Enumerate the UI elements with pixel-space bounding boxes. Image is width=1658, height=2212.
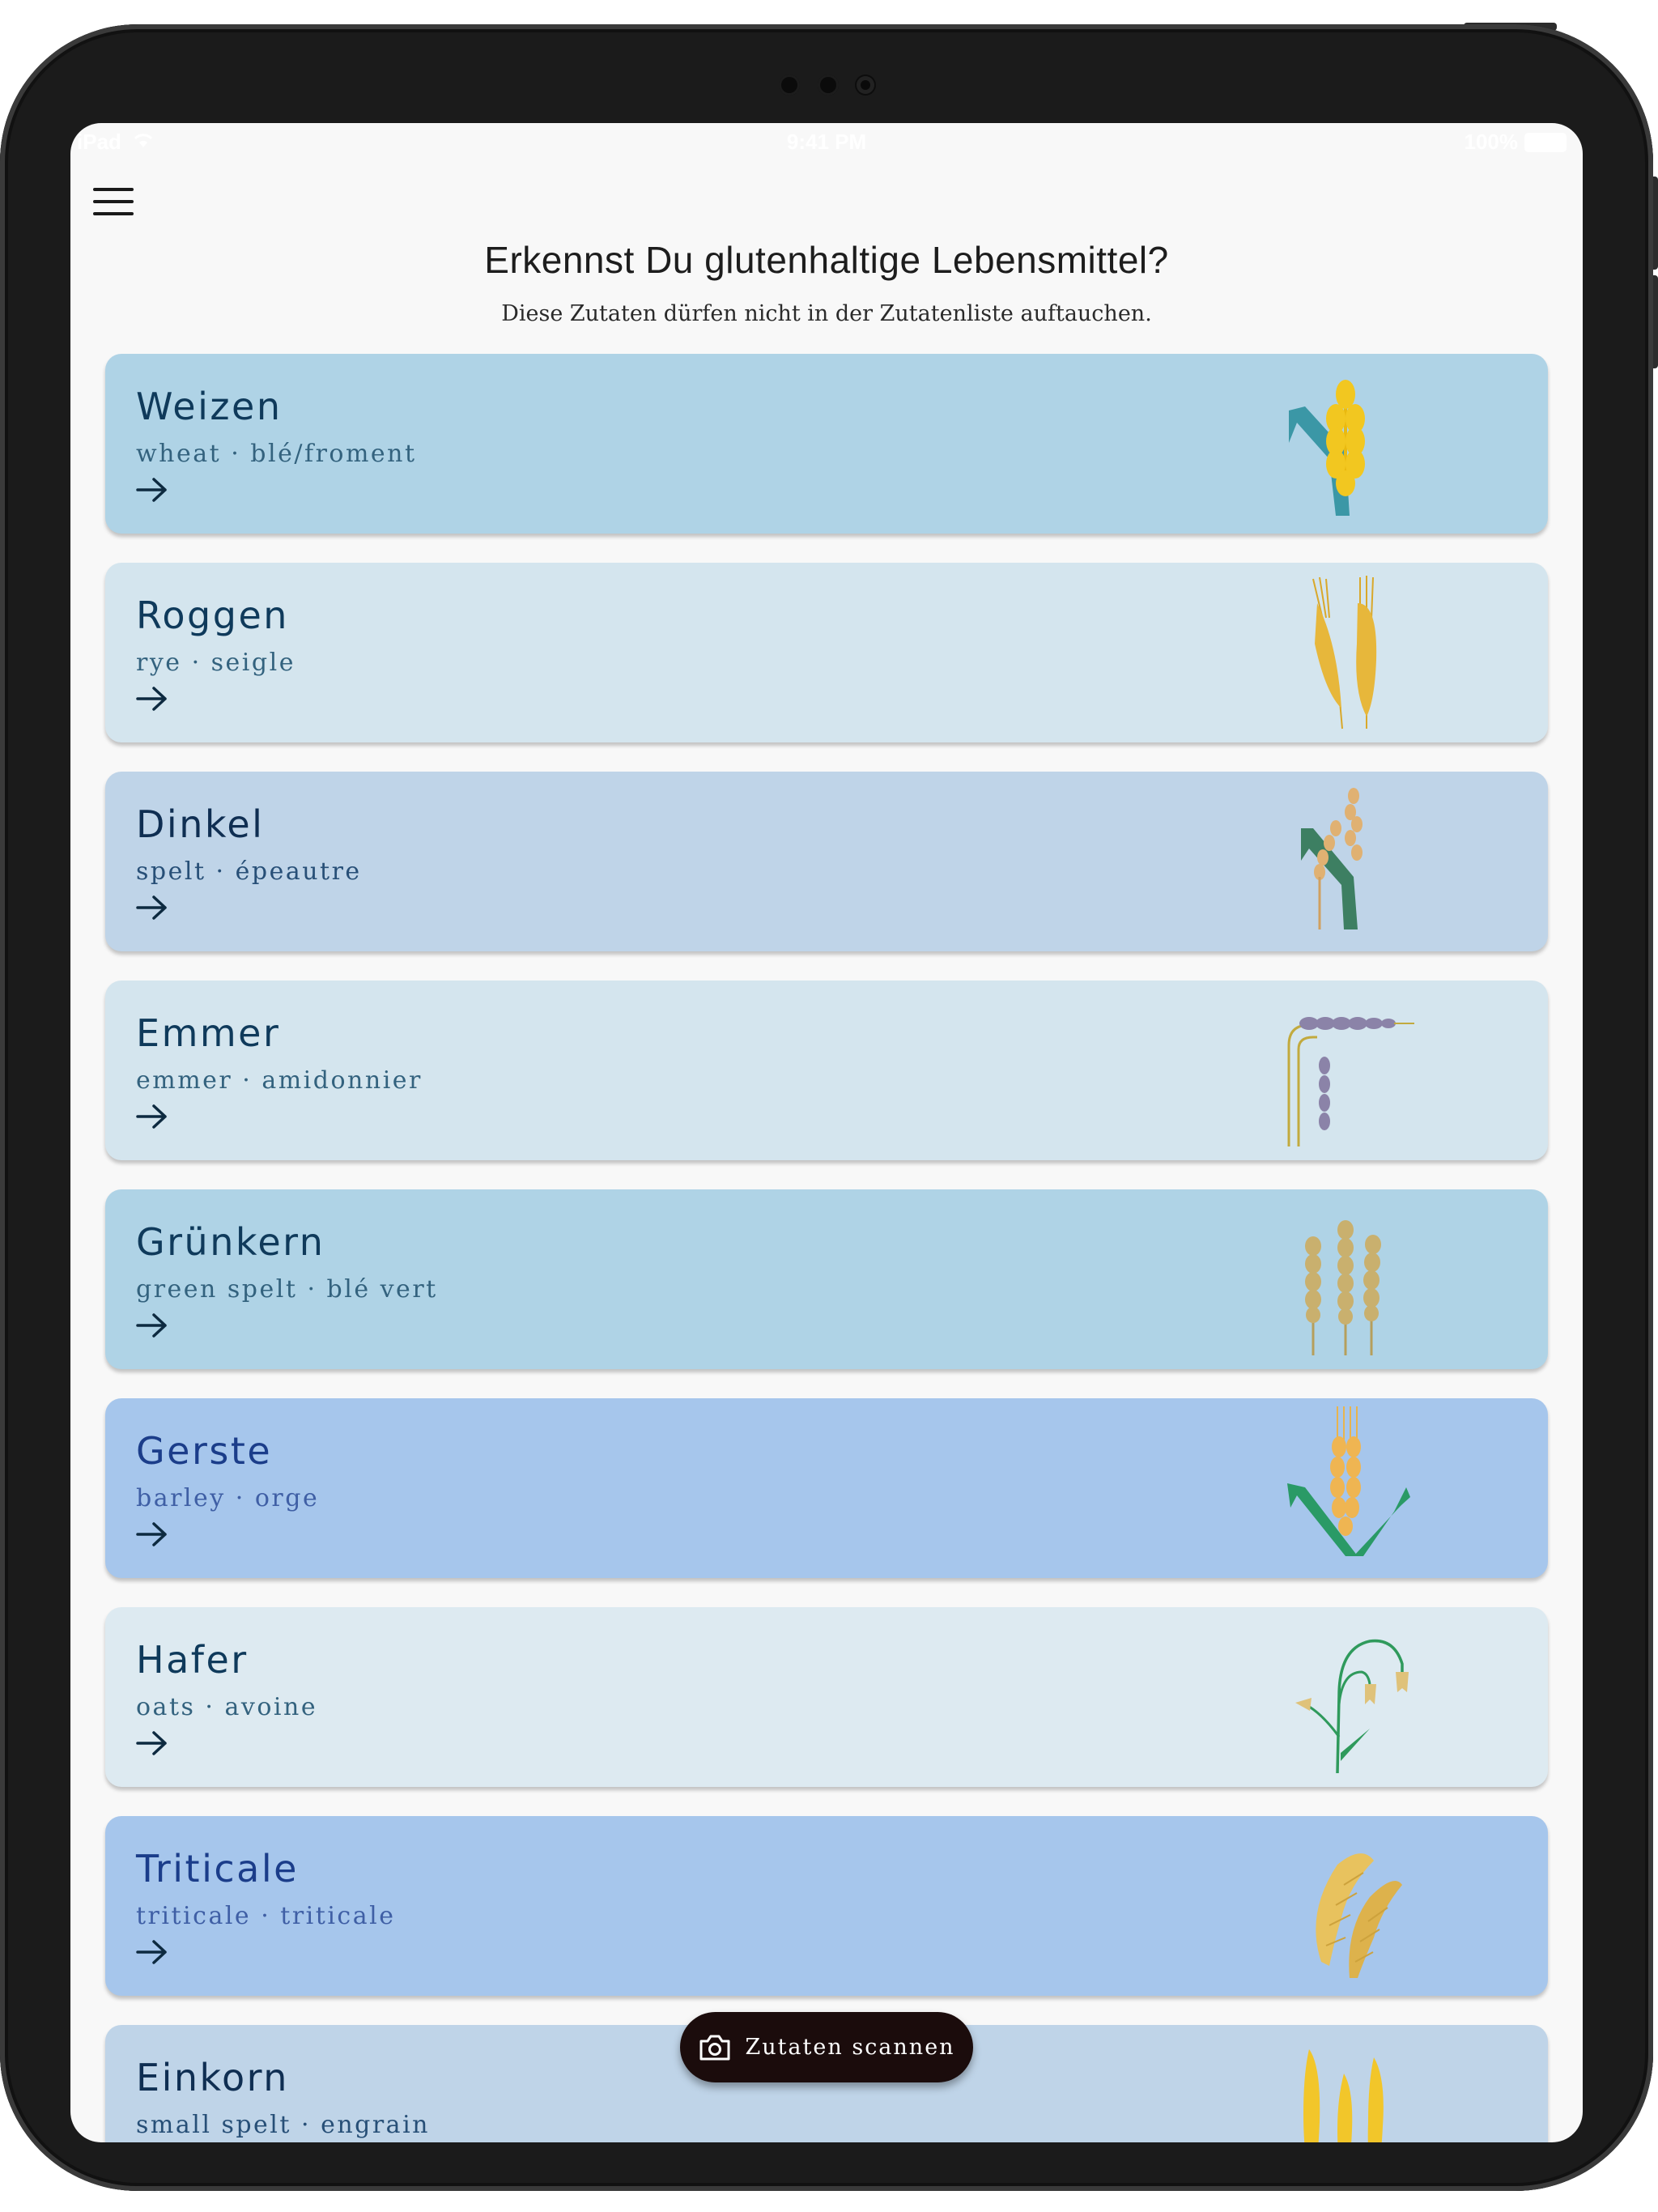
emmer-icon — [1273, 989, 1418, 1151]
grain-translations: emmer · amidonnier — [136, 1066, 423, 1095]
grain-translations: barley · orge — [136, 1484, 320, 1512]
grain-card[interactable] — [105, 772, 1548, 951]
einkorn-icon — [1273, 2033, 1418, 2142]
scan-ingredients-button[interactable] — [680, 2012, 973, 2082]
arrow-right-icon — [134, 893, 170, 922]
grain-card[interactable] — [105, 354, 1548, 534]
grain-card[interactable] — [105, 1398, 1548, 1578]
grain-name: Einkorn — [136, 2056, 289, 2099]
app-screen — [70, 123, 1583, 2142]
page-subtitle: Diese Zutaten dürfen nicht in der Zutatenliste auftauchen. — [501, 301, 1152, 326]
green-spelt-icon — [1273, 1197, 1418, 1359]
grain-card[interactable] — [105, 1816, 1548, 1996]
page-title: Erkennst Du glutenhaltige Lebensmittel? — [484, 239, 1169, 281]
grain-name: Gerste — [136, 1429, 273, 1473]
device-label: iPad — [77, 130, 121, 154]
arrow-right-icon — [134, 1938, 170, 1967]
grain-name: Weizen — [136, 385, 283, 428]
battery-icon — [1524, 133, 1567, 152]
grain-card[interactable] — [105, 563, 1548, 742]
front-camera — [779, 74, 874, 96]
scan-button-label: Zutaten scannen — [745, 2035, 955, 2060]
rye-icon — [1273, 571, 1418, 733]
grain-translations: wheat · blé/froment — [136, 440, 417, 468]
arrow-right-icon — [134, 1729, 170, 1758]
grain-card[interactable] — [105, 1607, 1548, 1787]
grain-name: Hafer — [136, 1638, 249, 1682]
grain-name: Emmer — [136, 1011, 281, 1055]
grain-card[interactable] — [105, 1189, 1548, 1369]
battery-percent: 100% — [1464, 130, 1518, 154]
grain-translations: small spelt · engrain — [136, 2111, 430, 2139]
hamburger-icon — [93, 188, 134, 191]
grain-translations: rye · seigle — [136, 649, 295, 677]
oats-icon — [1273, 1615, 1418, 1777]
grain-translations: triticale · triticale — [136, 1902, 396, 1930]
menu-button[interactable] — [93, 181, 134, 222]
spelt-icon — [1273, 780, 1418, 942]
barley-icon — [1273, 1406, 1418, 1568]
camera-icon — [698, 2033, 732, 2062]
grain-card[interactable] — [105, 981, 1548, 1160]
triticale-icon — [1273, 1824, 1418, 1986]
wheat-icon — [1273, 362, 1418, 524]
grain-name: Roggen — [136, 593, 289, 637]
grain-translations: spelt · épeautre — [136, 857, 362, 886]
grain-translations: green spelt · blé vert — [136, 1275, 438, 1304]
arrow-right-icon — [134, 1520, 170, 1549]
arrow-right-icon — [134, 684, 170, 713]
status-time: 9:41 PM — [786, 130, 867, 154]
grain-translations: oats · avoine — [136, 1693, 318, 1721]
grain-name: Triticale — [136, 1847, 299, 1891]
ipad-frame — [0, 24, 1653, 2191]
grain-name: Grünkern — [136, 1220, 325, 1264]
grain-name: Dinkel — [136, 802, 265, 846]
arrow-right-icon — [134, 1102, 170, 1131]
arrow-right-icon — [134, 475, 170, 504]
arrow-right-icon — [134, 1311, 170, 1340]
status-bar — [70, 123, 1583, 160]
